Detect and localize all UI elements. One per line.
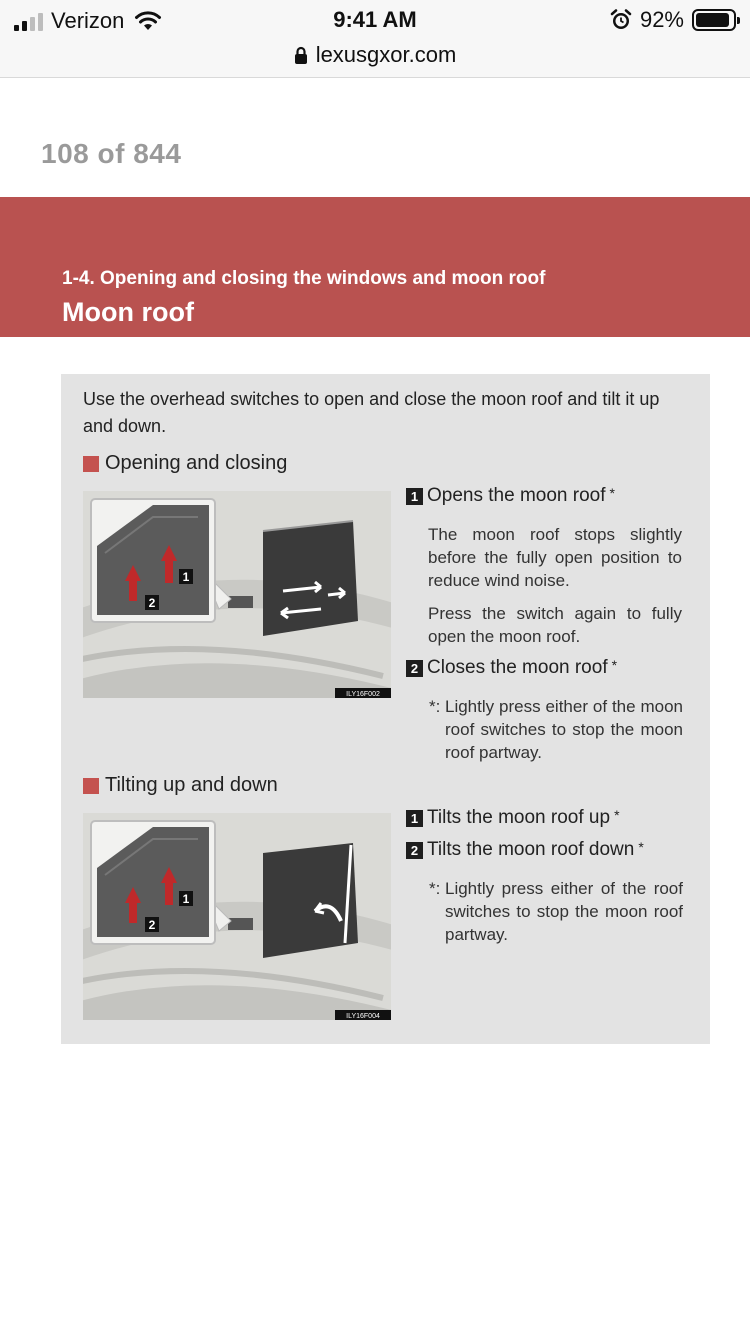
battery-percent: 92% (639, 7, 684, 32)
svg-text:2: 2 (148, 918, 156, 932)
footnote-star: * (611, 657, 618, 673)
figure-code: ILY16F002 (346, 691, 380, 698)
item-label: Closes the moon roof (427, 657, 608, 678)
status-right (610, 7, 736, 33)
tilting-heading-text: Tilting up and down (105, 774, 278, 796)
url-text[interactable]: lexusgxor.com (315, 42, 457, 67)
footnote-marker: *: (429, 697, 441, 716)
url-display[interactable] (0, 40, 750, 70)
item-label: Tilts the moon roof down (427, 839, 635, 860)
tilting-figure (83, 813, 391, 1020)
svg-text:2: 2 (148, 596, 156, 610)
footnote-star: * (614, 807, 620, 823)
opening-figure (83, 491, 391, 698)
moonroof-open-illustration (83, 491, 391, 698)
lock-icon (294, 46, 308, 64)
footnote-text: Lightly press either of the roof switches to stop the moon roof partway. (445, 879, 683, 944)
intro-text: Use the overhead switches to open and close the moon roof and tilt it up and down. (83, 389, 660, 436)
opening-heading-text: Opening and closing (105, 452, 288, 474)
svg-text:1: 1 (182, 570, 190, 584)
tilting-item-2 (406, 839, 644, 861)
item-label: Tilts the moon roof up (427, 807, 611, 828)
footnote-star: * (609, 485, 615, 501)
moonroof-tilt-illustration (83, 813, 391, 1020)
content-panel (61, 374, 710, 1044)
opening-paragraph-2: Press the switch again to fully open the moon roof. (428, 604, 682, 646)
figure-code: ILY16F004 (346, 1013, 380, 1020)
page-title: Moon roof (62, 297, 194, 327)
tilting-footnote (429, 877, 683, 946)
status-time: 9:41 AM (333, 7, 417, 32)
tilting-item-1 (406, 807, 620, 829)
tilting-heading (83, 774, 278, 797)
status-bar (0, 0, 750, 40)
footnote-marker: *: (429, 879, 441, 898)
opening-item-1 (406, 485, 615, 507)
section-header-band (0, 197, 750, 337)
section-title: 1-4. Opening and closing the windows and moon roof (62, 268, 546, 289)
number-badge: 1 (406, 810, 423, 827)
alarm-icon (610, 9, 632, 31)
opening-heading (83, 452, 287, 475)
number-badge: 2 (406, 660, 423, 677)
number-badge: 1 (406, 488, 423, 505)
item-label: Opens the moon roof (427, 485, 606, 506)
svg-text:1: 1 (182, 892, 190, 906)
opening-footnote (429, 695, 683, 764)
number-badge: 2 (406, 842, 423, 859)
battery-level-fill (696, 13, 729, 27)
heading-marker (83, 778, 99, 794)
footnote-star: * (638, 839, 644, 855)
opening-paragraph-1: The moon roof stops slightly before the fully open position to reduce wind noise. (428, 525, 682, 590)
opening-item-2 (406, 657, 617, 679)
page-counter: 108 of 844 (41, 138, 182, 169)
battery-icon (692, 9, 736, 31)
browser-url-bar[interactable] (0, 40, 750, 78)
heading-marker (83, 456, 99, 472)
footnote-text: Lightly press either of the moon roof switches to stop the moon roof partway. (445, 697, 683, 762)
carrier-name: Verizon (51, 8, 125, 33)
